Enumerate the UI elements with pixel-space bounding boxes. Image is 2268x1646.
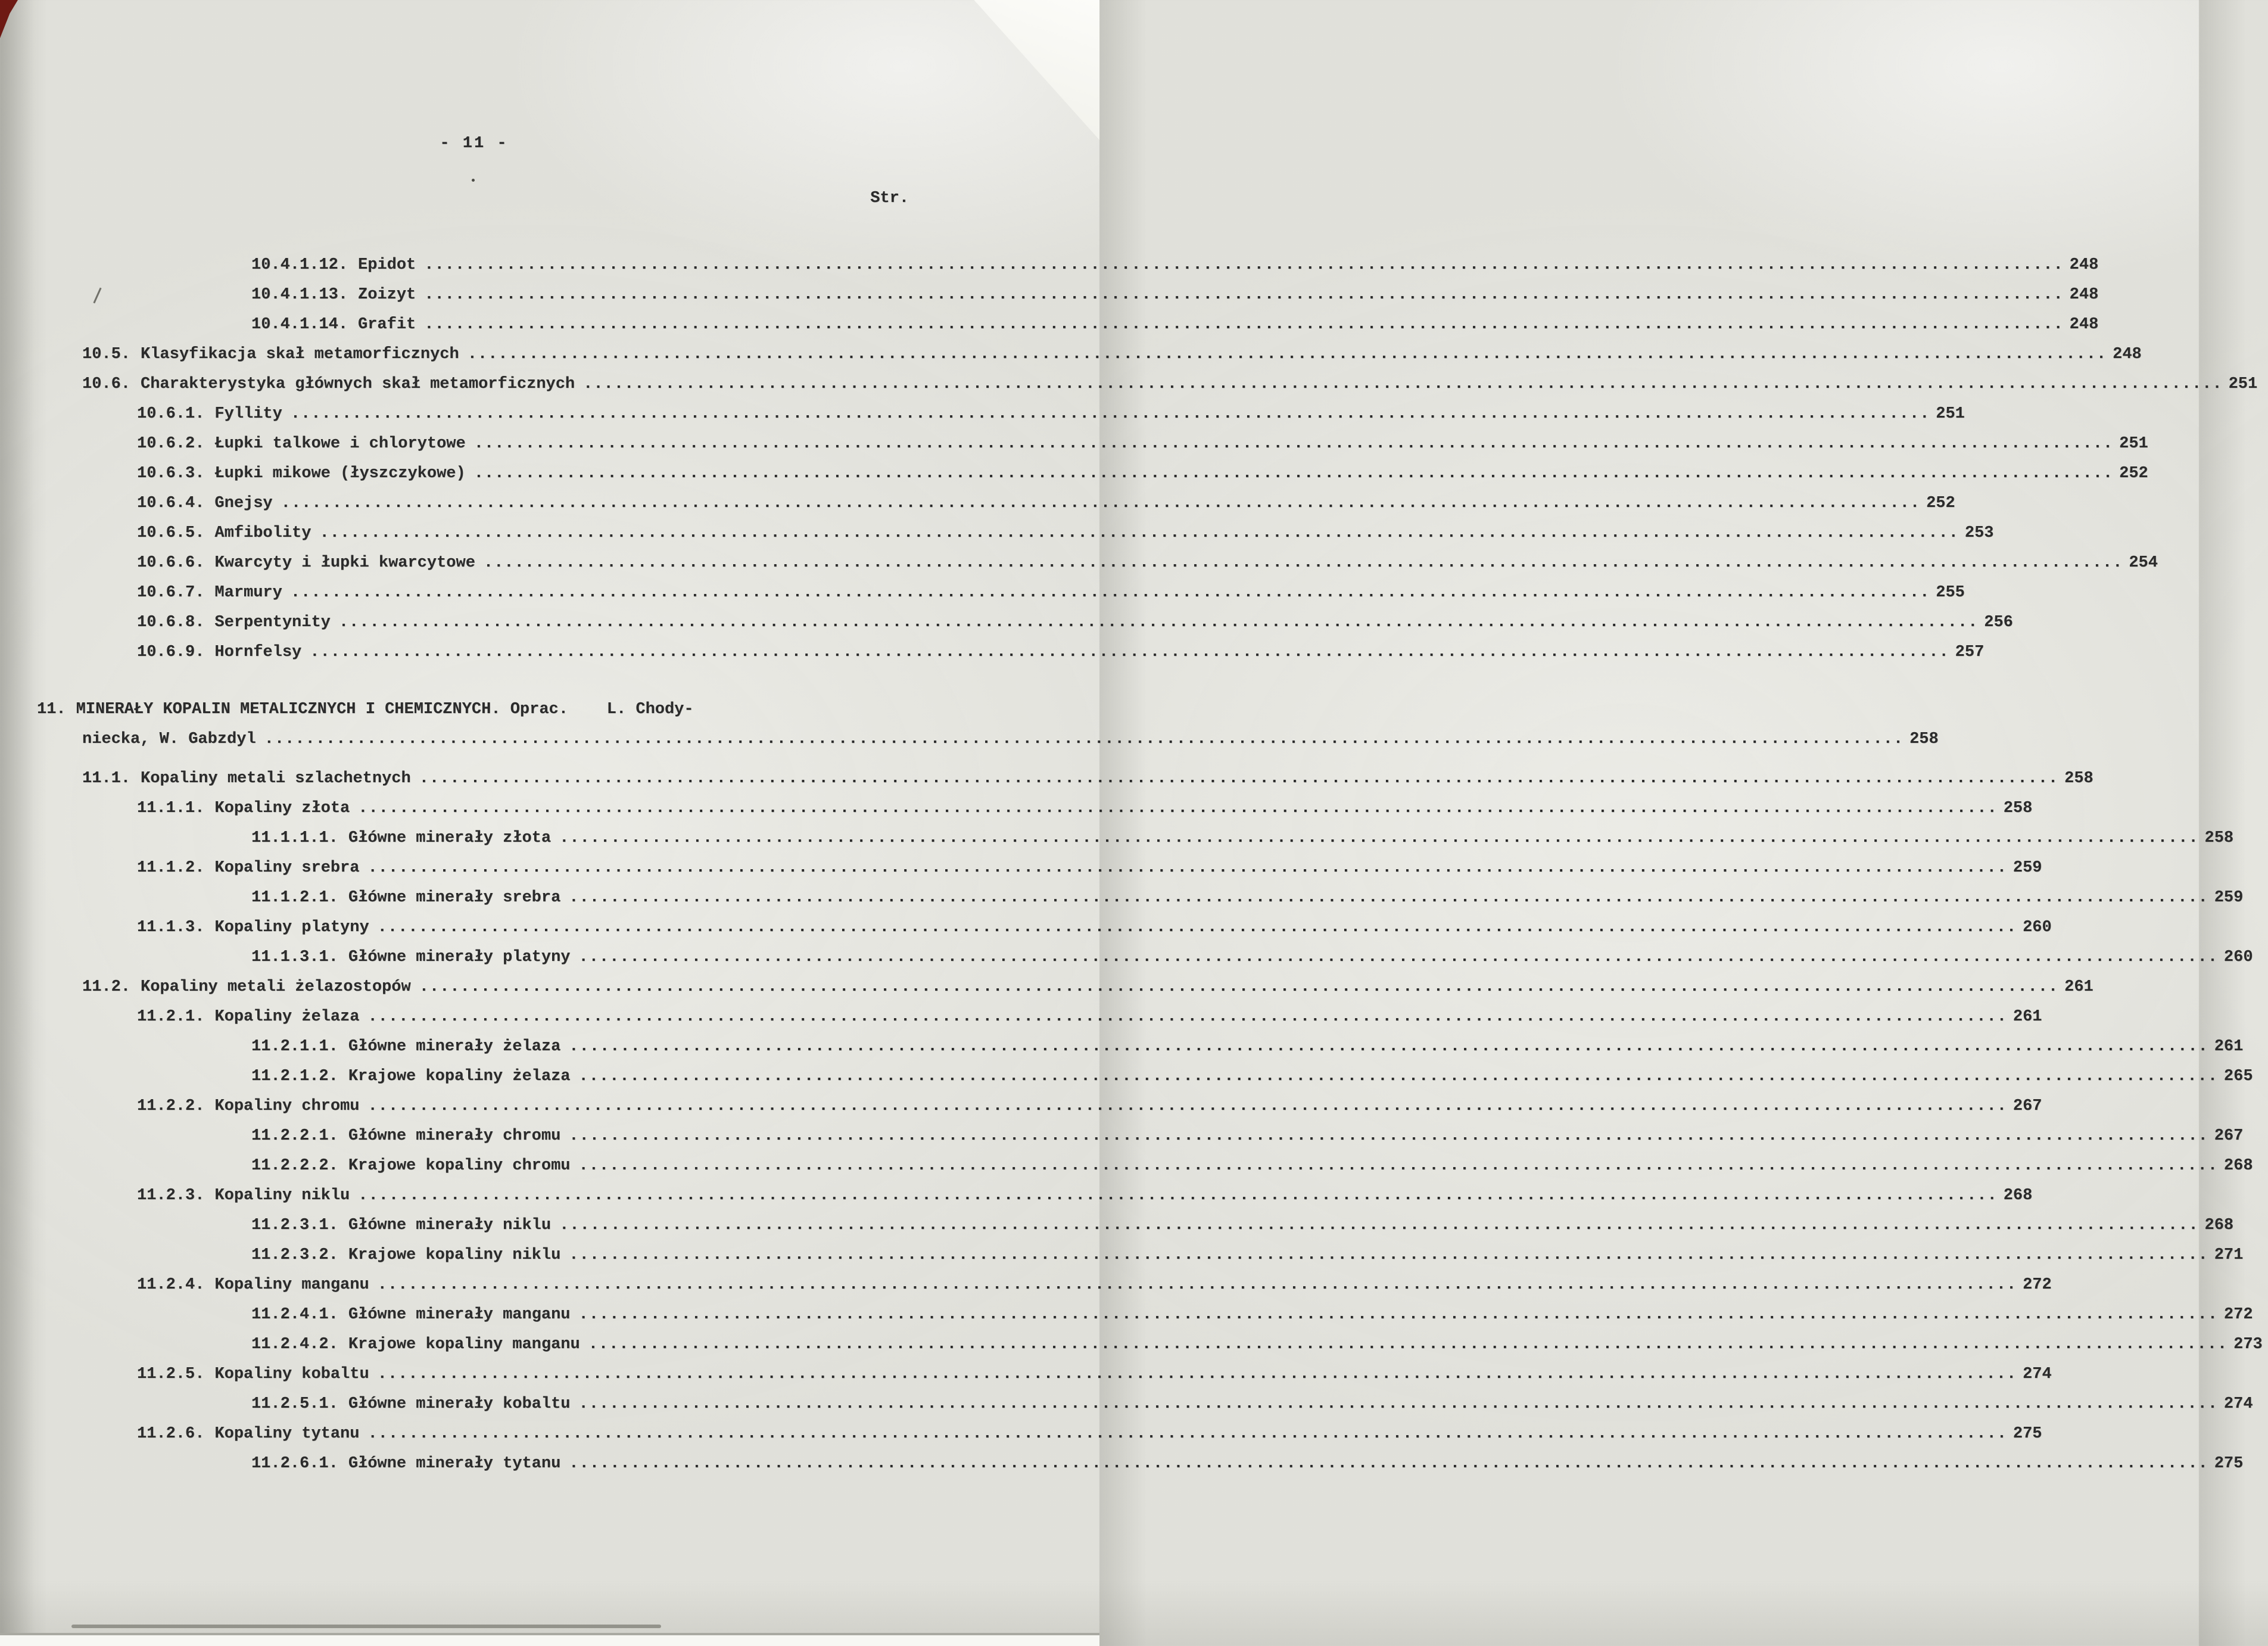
toc-leader-dots: ................................................................................................................................................................	[467, 346, 2107, 363]
toc-entry-title: Główne minerały żelaza	[348, 1038, 561, 1056]
toc-entry-number: 10.4.1.12.	[251, 256, 348, 274]
toc-entry-number: 10.4.1.13.	[251, 286, 348, 304]
toc-entry-number: 11.2.6.1.	[251, 1455, 338, 1473]
toc-entry	[251, 942, 2253, 972]
toc-entry	[137, 1181, 2033, 1211]
toc-entry-page: 260	[2223, 948, 2253, 966]
toc-entry-title: Kopaliny metali żelazostopów	[141, 978, 411, 996]
toc-entry-number: 11.2.6.	[137, 1425, 205, 1443]
toc-entry	[137, 488, 1955, 518]
toc-entry-page: 259	[2214, 889, 2244, 907]
toc-entry-page: 254	[2129, 554, 2158, 572]
toc-leader-dots: ................................................................................................................................................................	[367, 1425, 2007, 1443]
toc-entry-page: 268	[2223, 1157, 2253, 1175]
toc-entry-title: Kopaliny tytanu	[214, 1425, 360, 1443]
toc-entry	[137, 1002, 2042, 1032]
toc-leader-dots: ................................................................................................................................................................	[483, 554, 2123, 572]
toc-entry	[137, 578, 1965, 608]
toc-entry-number: 11.2.1.1.	[251, 1038, 338, 1056]
toc-leader-dots: ................................................................................................................................................................	[264, 730, 1904, 748]
scan-page-curl	[939, 0, 1099, 140]
toc-entry-number: 11.2.1.	[137, 1008, 205, 1026]
toc-entry	[251, 310, 2099, 340]
toc-leader-dots: ................................................................................................................................................................	[559, 1216, 2199, 1234]
toc-entry-number: 11.2.2.1.	[251, 1127, 338, 1145]
toc-entry-number: 11.2.1.2.	[251, 1068, 338, 1085]
toc-entry	[137, 1419, 2042, 1449]
toc-entry-number: 10.6.1.	[137, 405, 205, 423]
toc-entry-page: 248	[2069, 286, 2099, 304]
toc-entry	[137, 548, 2158, 578]
toc-entry-title: Łupki mikowe (łyszczykowe)	[214, 465, 466, 483]
toc-entry-title: Kopaliny chromu	[214, 1097, 360, 1115]
toc-entry-page: 258	[2064, 770, 2093, 788]
toc-entry-number: 11.2.5.	[137, 1365, 205, 1383]
toc-entry-title: Klasyfikacja skał metamorficznych	[141, 346, 459, 363]
toc-entry	[137, 399, 1965, 429]
toc-entry-page: 251	[1936, 405, 1965, 423]
toc-entry-title: Kwarcyty i łupki kwarcytowe	[214, 554, 475, 572]
toc-entry	[137, 853, 2042, 883]
toc-entry	[137, 518, 1994, 548]
toc-entry-title: Kopaliny złota	[214, 799, 350, 817]
toc-entry-number: 10.6.6.	[137, 554, 205, 572]
toc-entry-number: 11.1.3.	[137, 919, 205, 936]
toc-entry-title: Kopaliny żelaza	[214, 1008, 360, 1026]
toc-leader-dots: ................................................................................................................................................................	[569, 1127, 2208, 1145]
toc-entry	[82, 340, 2142, 369]
toc-entry-number: 11.2.4.	[137, 1276, 205, 1294]
toc-entry-page: 275	[2012, 1425, 2042, 1443]
toc-entry-title: Krajowe kopaliny niklu	[348, 1246, 561, 1264]
toc-entry-title: Fyllity	[214, 405, 282, 423]
toc-leader-dots: ................................................................................................................................................................	[338, 614, 1979, 631]
toc-entry-page: 253	[1964, 524, 1994, 542]
toc-entry	[82, 724, 1939, 754]
toc-entry-number: 11.2.3.	[137, 1187, 205, 1205]
toc-leader-dots: ................................................................................................................................................................	[578, 948, 2218, 966]
toc-entry	[137, 459, 2148, 488]
toc-entry-number: 10.6.4.	[137, 494, 205, 512]
toc-leader-dots: ................................................................................................................................................................	[419, 978, 2059, 996]
toc-leader-dots: ................................................................................................................................................................	[424, 286, 2064, 304]
toc-entry-page: 260	[2023, 919, 2052, 936]
toc-entry-number: 10.6.5.	[137, 524, 205, 542]
toc-entry	[251, 1389, 2253, 1419]
toc-entry-page: 258	[2204, 829, 2234, 847]
toc-entry	[82, 972, 2093, 1002]
toc-leader-dots: ................................................................................................................................................................	[358, 1187, 1998, 1205]
scan-left-edge-shadow	[0, 0, 35, 1646]
toc-entry-title: Kopaliny srebra	[214, 859, 360, 877]
toc-entry	[37, 695, 911, 724]
toc-entry-title: Zoizyt	[358, 286, 416, 304]
toc-entry-number: 11.2.4.2.	[251, 1336, 338, 1353]
toc-entry-title: MINERAŁY KOPALIN METALICZNYCH I CHEMICZNYCH. Oprac. L. Chody-	[76, 701, 694, 718]
toc-entry-page: 261	[2214, 1038, 2244, 1056]
toc-list	[37, 250, 2263, 1479]
toc-entry-page: 258	[2003, 799, 2033, 817]
toc-entry	[137, 1270, 2052, 1300]
toc-entry	[82, 764, 2093, 794]
toc-entry-page: 252	[1926, 494, 1955, 512]
toc-entry-number: 11.2.2.2.	[251, 1157, 338, 1175]
toc-entry-page: 271	[2214, 1246, 2244, 1264]
toc-entry-page: 251	[2228, 375, 2258, 393]
toc-entry-number: 11.1.	[82, 770, 131, 788]
toc-entry-number: 10.6.3.	[137, 465, 205, 483]
toc-entry-number: 11.2.2.	[137, 1097, 205, 1115]
toc-entry-number: 10.6.	[82, 375, 131, 393]
toc-entry	[137, 637, 1984, 667]
toc-entry-number: 11.2.3.2.	[251, 1246, 338, 1264]
str-column-header: Str.	[870, 189, 909, 207]
toc-leader-dots: ................................................................................................................................................................	[281, 494, 1921, 512]
toc-entry-page: 275	[2214, 1455, 2244, 1473]
toc-leader-dots: ................................................................................................................................................................	[319, 524, 1959, 542]
toc-entry	[137, 429, 2148, 459]
toc-leader-dots: ................................................................................................................................................................	[569, 1246, 2208, 1264]
toc-entry	[251, 883, 2244, 913]
toc-entry-page: 256	[1984, 614, 2013, 631]
toc-entry-page: 267	[2012, 1097, 2042, 1115]
toc-entry	[137, 608, 2013, 637]
toc-entry-page: 252	[2119, 465, 2148, 483]
toc-entry-page: 272	[2023, 1276, 2052, 1294]
toc-leader-dots: ................................................................................................................................................................	[290, 405, 1930, 423]
page-content	[37, 0, 2263, 1646]
toc-entry-page: 248	[2069, 256, 2099, 274]
toc-entry-title: Główne minerały manganu	[348, 1306, 571, 1324]
toc-leader-dots: ................................................................................................................................................................	[473, 465, 2114, 483]
toc-leader-dots: ................................................................................................................................................................	[424, 316, 2064, 334]
toc-entry-number: 10.6.2.	[137, 435, 205, 453]
toc-entry-title: Główne minerały złota	[348, 829, 552, 847]
toc-entry-title: Epidot	[358, 256, 416, 274]
toc-leader-dots: ................................................................................................................................................................	[367, 859, 2007, 877]
toc-entry-number: 11.	[37, 701, 66, 718]
toc-entry-number: 11.2.4.1.	[251, 1306, 338, 1324]
toc-leader-dots: ................................................................................................................................................................	[588, 1336, 2228, 1353]
page-number-header: - 11 -	[440, 135, 509, 153]
toc-entry-page: 268	[2003, 1187, 2033, 1205]
toc-entry-title: Grafit	[358, 316, 416, 334]
toc-entry	[137, 913, 2052, 942]
toc-entry-page: 258	[1909, 730, 1939, 748]
toc-entry-title: Gnejsy	[214, 494, 273, 512]
toc-entry-page: 273	[2233, 1336, 2263, 1353]
toc-leader-dots: ................................................................................................................................................................	[578, 1306, 2218, 1324]
toc-leader-dots: ................................................................................................................................................................	[290, 584, 1930, 602]
toc-entry-number: 10.6.8.	[137, 614, 205, 631]
toc-leader-dots: ................................................................................................................................................................	[358, 799, 1998, 817]
toc-leader-dots: ................................................................................................................................................................	[569, 1038, 2208, 1056]
toc-entry-title: Łupki talkowe i chlorytowe	[214, 435, 466, 453]
toc-entry-page: 272	[2223, 1306, 2253, 1324]
toc-leader-dots: ................................................................................................................................................................	[583, 375, 2223, 393]
toc-entry-title: Serpentynity	[214, 614, 331, 631]
toc-entry-title: Kopaliny kobaltu	[214, 1365, 369, 1383]
toc-entry-number: 10.6.7.	[137, 584, 205, 602]
toc-entry	[251, 250, 2099, 280]
toc-entry-number: 11.2.3.1.	[251, 1216, 338, 1234]
toc-entry-number: 11.2.5.1.	[251, 1395, 338, 1413]
toc-entry-number: 10.6.9.	[137, 643, 205, 661]
toc-leader-dots: ................................................................................................................................................................	[569, 889, 2208, 907]
toc-entry	[251, 1449, 2244, 1479]
toc-leader-dots: ................................................................................................................................................................	[424, 256, 2064, 274]
toc-entry	[137, 1359, 2052, 1389]
toc-entry-page: 268	[2204, 1216, 2234, 1234]
toc-entry-page: 248	[2113, 346, 2142, 363]
toc-entry-title: niecka, W. Gabzdyl	[82, 730, 256, 748]
toc-leader-dots: ................................................................................................................................................................	[473, 435, 2114, 453]
toc-entry	[251, 823, 2234, 853]
toc-leader-dots: ................................................................................................................................................................	[367, 1008, 2007, 1026]
toc-entry	[251, 1300, 2253, 1330]
toc-entry	[251, 1062, 2253, 1091]
toc-entry	[251, 1032, 2244, 1062]
toc-entry-number: 10.5.	[82, 346, 131, 363]
toc-entry-title: Amfibolity	[214, 524, 311, 542]
toc-entry	[137, 794, 2033, 823]
toc-entry-title: Główne minerały tytanu	[348, 1455, 561, 1473]
toc-leader-dots: ................................................................................................................................................................	[377, 1276, 2017, 1294]
toc-entry-title: Kopaliny niklu	[214, 1187, 350, 1205]
toc-entry-number: 11.1.2.	[137, 859, 205, 877]
toc-entry	[251, 1151, 2253, 1181]
toc-entry	[251, 1330, 2263, 1359]
toc-leader-dots: ................................................................................................................................................................	[559, 829, 2199, 847]
toc-leader-dots: ................................................................................................................................................................	[377, 919, 2017, 936]
toc-leader-dots: ................................................................................................................................................................	[578, 1157, 2218, 1175]
toc-entry-title: Główne minerały platyny	[348, 948, 571, 966]
toc-entry	[251, 280, 2099, 310]
toc-entry-title: Hornfelsy	[214, 643, 302, 661]
toc-entry	[251, 1211, 2234, 1240]
toc-entry-page: 248	[2069, 316, 2099, 334]
toc-entry	[251, 1240, 2244, 1270]
toc-entry-page: 261	[2064, 978, 2093, 996]
toc-leader-dots: ................................................................................................................................................................	[310, 643, 1949, 661]
toc-leader-dots: ................................................................................................................................................................	[569, 1455, 2208, 1473]
toc-entry-page: 257	[1955, 643, 1984, 661]
toc-entry-title: Krajowe kopaliny chromu	[348, 1157, 571, 1175]
toc-entry	[82, 369, 2258, 399]
toc-entry-number: 11.1.1.1.	[251, 829, 338, 847]
toc-entry-page: 267	[2214, 1127, 2244, 1145]
toc-entry	[137, 1091, 2042, 1121]
toc-entry-page: 261	[2012, 1008, 2042, 1026]
toc-entry-title: Charakterystyka głównych skał metamorficznych	[141, 375, 575, 393]
toc-entry-number: 11.1.3.1.	[251, 948, 338, 966]
toc-entry	[251, 1121, 2244, 1151]
toc-entry-title: Marmury	[214, 584, 282, 602]
toc-entry-number: 11.2.	[82, 978, 131, 996]
toc-entry-title: Krajowe kopaliny manganu	[348, 1336, 580, 1353]
toc-entry-title: Krajowe kopaliny żelaza	[348, 1068, 571, 1085]
toc-entry-page: 251	[2119, 435, 2148, 453]
toc-entry-title: Główne minerały srebra	[348, 889, 561, 907]
toc-entry-title: Główne minerały chromu	[348, 1127, 561, 1145]
toc-leader-dots: ................................................................................................................................................................	[578, 1068, 2218, 1085]
toc-entry-page: 265	[2223, 1068, 2253, 1085]
toc-entry-title: Kopaliny metali szlachetnych	[141, 770, 411, 788]
toc-entry-title: Główne minerały niklu	[348, 1216, 552, 1234]
toc-leader-dots: ................................................................................................................................................................	[578, 1395, 2218, 1413]
toc-entry-page: 255	[1936, 584, 1965, 602]
toc-entry-page: 274	[2023, 1365, 2052, 1383]
toc-entry-page: 274	[2223, 1395, 2253, 1413]
toc-leader-dots: ................................................................................................................................................................	[419, 770, 2059, 788]
toc-leader-dots: ................................................................................................................................................................	[367, 1097, 2007, 1115]
toc-entry-page: 259	[2012, 859, 2042, 877]
toc-entry-number: 11.1.2.1.	[251, 889, 338, 907]
toc-entry-title: Główne minerały kobaltu	[348, 1395, 571, 1413]
toc-leader-dots: ................................................................................................................................................................	[377, 1365, 2017, 1383]
toc-entry-number: 10.4.1.14.	[251, 316, 348, 334]
toc-entry-title: Kopaliny platyny	[214, 919, 369, 936]
toc-entry-title: Kopaliny manganu	[214, 1276, 369, 1294]
toc-entry-number: 11.1.1.	[137, 799, 205, 817]
